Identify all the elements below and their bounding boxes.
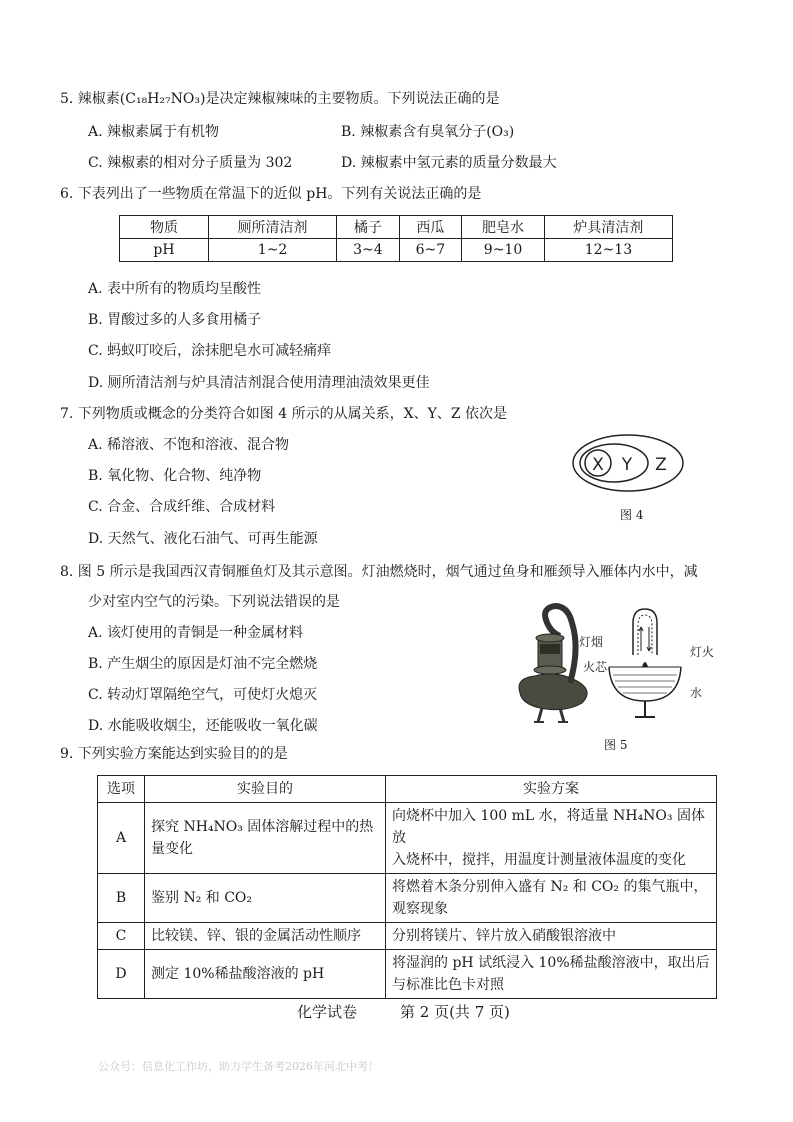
ph-table-value-row xyxy=(120,239,673,262)
q8-stem-line1: 8. 图 5 所示是我国西汉青铜雁鱼灯及其示意图。灯油燃烧时，烟气通过鱼身和雁颈导入雁体内水中，减 xyxy=(60,564,698,580)
q9-goal-line: 探究 NH₄NO₃ 固体溶解过程中的热 xyxy=(151,819,374,835)
q9-header-plan: 实验方案 xyxy=(386,776,717,803)
q6-option-a: A. 表中所有的物质均呈酸性 xyxy=(88,281,262,297)
footer-subject: 化学试卷 xyxy=(297,1003,358,1021)
q9-plan-line: 入烧杯中，搅拌，用温度计测量液体温度的变化 xyxy=(392,852,686,868)
q9-goal-line: 量变化 xyxy=(151,841,193,857)
ph-header-cell: 西瓜 xyxy=(399,216,462,239)
q5-stem: 5. 辣椒素(C₁₈H₂₇NO₃)是决定辣椒辣味的主要物质。下列说法正确的是 xyxy=(60,91,500,107)
q7-option-d: D. 天然气、液化石油气、可再生能源 xyxy=(88,531,318,547)
q8-option-a: A. 该灯使用的青铜是一种金属材料 xyxy=(88,625,304,641)
ph-header-cell: 橘子 xyxy=(337,216,400,239)
ph-header-cell: 物质 xyxy=(120,216,209,239)
label-lamp-smoke: 灯烟 xyxy=(579,635,604,649)
q9-plan-line: 向烧杯中加入 100 mL 水，将适量 NH₄NO₃ 固体放 xyxy=(392,808,705,846)
q6-option-c: C. 蚂蚁叮咬后，涂抹肥皂水可减轻痛痒 xyxy=(88,343,332,359)
label-wick: 火芯 xyxy=(583,660,608,674)
label-water: 水 xyxy=(690,686,703,700)
q8-option-b: B. 产生烟尘的原因是灯油不完全燃烧 xyxy=(88,656,318,672)
q9-plan-line: 将湿润的 pH 试纸浸入 10%稀盐酸溶液中，取出后 xyxy=(392,955,710,971)
q8-stem-line2: 少对室内空气的污染。下列说法错误的是 xyxy=(88,594,340,610)
q9-goal-cell xyxy=(145,803,386,874)
watermark-text: 公众号：信息化工作坊，助力学生备考2026年河北中考！ xyxy=(98,1060,379,1073)
q9-header-option: 选项 xyxy=(98,776,145,803)
label-lamp-flame: 灯火 xyxy=(690,645,715,659)
q7-option-b: B. 氧化物、化合物、纯净物 xyxy=(88,468,262,484)
lamp-schematic-diagram xyxy=(605,605,685,725)
q9-goal-cell: 比较镁、锌、银的金属活动性顺序 xyxy=(145,923,386,950)
venn-label-z: Z xyxy=(655,455,667,475)
footer-page-number: 第 2 页(共 7 页) xyxy=(400,1003,510,1021)
q8-option-c: C. 转动灯罩隔绝空气，可使灯火熄灭 xyxy=(88,687,318,703)
ph-table xyxy=(119,215,673,262)
q7-option-c: C. 合金、合成纤维、合成材料 xyxy=(88,499,276,515)
ph-header-cell: 炉具清洁剂 xyxy=(544,216,672,239)
ph-value-cell: pH xyxy=(120,239,209,262)
q9-plan-cell xyxy=(386,874,717,923)
q9-plan-cell xyxy=(386,803,717,874)
q9-goal-cell: 测定 10%稀盐酸溶液的 pH xyxy=(145,950,386,999)
q9-option-cell: D xyxy=(98,950,145,999)
q9-option-cell: B xyxy=(98,874,145,923)
q9-plan-line: 将燃着木条分别伸入盛有 N₂ 和 CO₂ 的集气瓶中， xyxy=(392,879,708,895)
q9-header-goal: 实验目的 xyxy=(145,776,386,803)
ph-value-cell: 3~4 xyxy=(337,239,400,262)
q9-goal-cell: 鉴别 N₂ 和 CO₂ xyxy=(145,874,386,923)
figure-4-caption: 图 4 xyxy=(620,508,644,522)
q9-plan-line: 观察现象 xyxy=(392,901,448,917)
ph-value-cell: 12~13 xyxy=(544,239,672,262)
q6-stem: 6. 下表列出了一些物质在常温下的近似 pH。下列有关说法正确的是 xyxy=(60,186,482,202)
q9-row-b xyxy=(98,874,717,923)
figure-5-caption: 图 5 xyxy=(604,738,628,752)
q9-plan-cell xyxy=(386,950,717,999)
q7-option-a: A. 稀溶液、不饱和溶液、混合物 xyxy=(88,437,290,453)
q5-option-a: A. 辣椒素属于有机物 xyxy=(88,124,220,140)
ph-value-cell: 9~10 xyxy=(462,239,545,262)
q8-option-d: D. 水能吸收烟尘，还能吸收一氧化碳 xyxy=(88,718,318,734)
q6-option-d: D. 厕所清洁剂与炉具清洁剂混合使用清理油渍效果更佳 xyxy=(88,375,430,391)
q5-option-b: B. 辣椒素含有臭氧分子(O₃) xyxy=(341,124,515,140)
ph-value-cell: 1~2 xyxy=(209,239,337,262)
ph-value-cell: 6~7 xyxy=(399,239,462,262)
q9-row-d xyxy=(98,950,717,999)
q9-option-cell: C xyxy=(98,923,145,950)
venn-label-y: Y xyxy=(621,455,633,475)
q9-experiment-table xyxy=(97,775,717,999)
q9-stem: 9. 下列实验方案能达到实验目的的是 xyxy=(60,746,288,762)
ph-header-cell: 肥皂水 xyxy=(462,216,545,239)
q9-row-c xyxy=(98,923,717,950)
q9-plan-line: 与标准比色卡对照 xyxy=(392,977,504,993)
venn-label-x: X xyxy=(592,455,604,475)
q9-header-row xyxy=(98,776,717,803)
q9-option-cell: A xyxy=(98,803,145,874)
q5-option-c: C. 辣椒素的相对分子质量为 302 xyxy=(88,155,293,171)
ph-header-cell: 厕所清洁剂 xyxy=(209,216,337,239)
q6-option-b: B. 胃酸过多的人多食用橘子 xyxy=(88,312,262,328)
q5-option-d: D. 辣椒素中氢元素的质量分数最大 xyxy=(341,155,557,171)
q9-row-a xyxy=(98,803,717,874)
q9-plan-cell: 分别将镁片、锌片放入硝酸银溶液中 xyxy=(386,923,717,950)
figure-4-venn-diagram xyxy=(570,432,690,494)
venn-middle-ellipse xyxy=(580,444,648,482)
ph-table-header-row xyxy=(120,216,673,239)
q7-stem: 7. 下列物质或概念的分类符合如图 4 所示的从属关系，X、Y、Z 依次是 xyxy=(60,406,508,422)
